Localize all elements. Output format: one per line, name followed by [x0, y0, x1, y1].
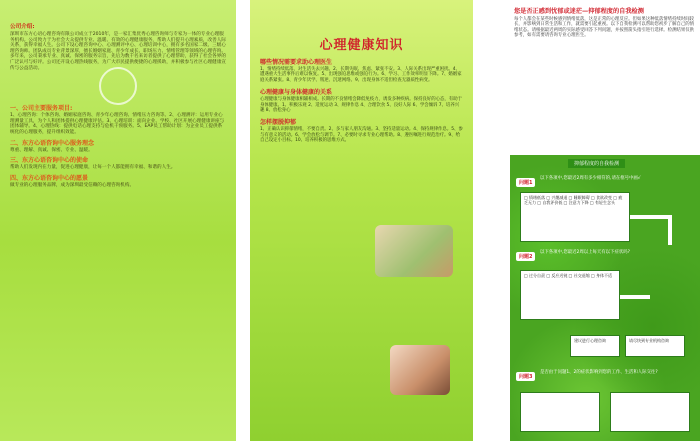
section-title-depression: 怎样摆脱抑郁 [260, 119, 297, 127]
decorative-circle-area [0, 71, 236, 101]
company-intro-panel [0, 0, 236, 441]
panel-title: 心理健康知识 [319, 38, 404, 53]
flow-arrow-2 [668, 215, 672, 245]
depression-self-test-panel [510, 0, 700, 441]
section-text-depression: 1、正确认识抑郁情绪，不要自责。2、多与家人朋友沟通。3、坚持适量运动。4、保持规律作息。5、参与有意义的活动。6、学会放松与调节。7、必要时寻求专业心理帮助。8、遵医嘱进行规范治疗。9、给自己设定小目标。10、培养积极的思维方式。 [260, 127, 463, 144]
question-2-checklist: □ 过分自责 □ 反应迟钝 □ 社交退缩 □ 身体不适 [520, 270, 620, 320]
question-3-box [520, 392, 600, 432]
vision-title: 四、东方心语咨询中心的愿景 [10, 174, 89, 182]
question-1-text: 以下各项中,您最近2周有多少相符的,请在框号中画√ [540, 176, 641, 181]
self-test-intro: 每个人都会在某些时候感到情绪低落，这是正常的心理反应。但如果这种低落情绪持续时间较长，并影响到日常生活和工作，就需要引起重视。以下自我检测可以帮助您初步了解自己的情绪状态。请根据最近两周的实际感受回答下列问题，并按照箭头指引进行选择。检测结果仅供参考，如有需要请咨询专业心理医生。 [514, 17, 695, 39]
flow-arrow-3 [620, 295, 650, 299]
section-text-seek-help: 1、情绪持续低落，对生活失去兴趣。2、长期失眠、焦虑、紧张不安。3、人际关系出现严重困扰。4、遭遇重大生活事件后难以恢复。5、出现强迫思维或强迫行为。6、学习、工作效率明显下降。7、婚姻家庭关系紧张。8、青少年厌学、叛逆、沉迷网络。9、出现身体不适但检查无器质性病变。 [260, 67, 462, 83]
intro-title: 公司介绍: [10, 24, 35, 30]
section-title-seek-help: 哪些情况需要求助心理医生 [260, 59, 333, 66]
result-box-1: 建议进行心理咨询 [570, 335, 620, 357]
mission-text: 帮助人们发现内在力量，促进心理健康，让每一个人都能拥有幸福、和谐的人生。 [10, 165, 176, 171]
woman-photo [390, 345, 450, 395]
question-3-box-2 [610, 392, 690, 432]
question-2-label: 问题2 [516, 252, 535, 261]
question-1-label: 问题1 [516, 178, 535, 187]
intro-text: 深圳市东方心语心理咨询有限公司成立于2010年，是一家汇集优秀心理咨询师与专家为一体的专业心理服务机构。公司致力于为社会大众提供专业、温暖、有效的心理健康服务，帮助人们提升心理素质，改善人际关系，获得幸福人生。公司下设心理咨询中心、心理测评中心、心理培训中心，拥有多名国家二级、三级心理咨询师。团队成员专业背景深厚，擅长婚姻家庭、青少年成长、职场压力、情绪管理等领域的心理咨询。多年来，公司秉承专业、真诚、保密的服务宗旨，先后为数千名来访者提供了心理帮助，获得了社会各界的广泛认可与好评。公司还开设心理热线服务，为广大市民提供便捷的心理援助，并积极参与社区心理健康宣传与公益活动。 [10, 32, 226, 71]
services-title: 一、公司主要服务项目: [10, 105, 73, 113]
flow-arrow-1 [630, 215, 670, 219]
concept-text: 尊重、理解、真诚、保密、专业、温暖。 [10, 147, 93, 153]
services-text: 1、心理咨询：个体咨询、婚姻家庭咨询、青少年心理咨询、情绪压力咨询等。2、心理测评：运用专业心理测量工具，为个人和团体提供心理健康评估。3、心理培训：面向企业、学校、社区开展心理健康讲座与团体辅导。4、心理热线：提供电话心理支持与危机干预服务。5、EAP员工帮助计划：为企业员工提供系统化的心理服务，提升组织效能。 [10, 113, 225, 135]
question-1-checklist: □ 情绪低落 □ 兴趣减退 □ 睡眠障碍 □ 食欲改变 □ 疲乏无力 □ 自我评价低 □ 注意力下降 □ 有轻生念头 [520, 192, 630, 242]
vision-text: 做专业的心理服务品牌，成为深圳最受信赖的心理咨询机构。 [10, 182, 135, 188]
question-3-text: 是否由于问题1、2的症状影响到您的工作、生活和人际交往? [540, 370, 658, 375]
self-test-title: 您是否正感到忧郁或迷茫—抑郁程度的自我检测 [514, 8, 644, 15]
result-box-2: 请尽快到专业机构咨询 [625, 335, 685, 357]
mission-title: 三、东方心语咨询中心的使命 [10, 157, 89, 165]
question-3-label: 问题3 [516, 372, 535, 381]
section-title-body-mind: 心理健康与身体健康的关系 [260, 89, 333, 97]
decorative-circle [99, 67, 137, 105]
grass-title: 抑郁程度的自我检测 [568, 159, 625, 168]
family-photo [375, 225, 453, 277]
mental-health-knowledge-panel [250, 0, 473, 441]
concept-title: 二、东方心语咨询中心服务理念 [10, 139, 95, 147]
question-2-text: 以下各项中,您最近2周以上每天有以下症状吗? [540, 250, 630, 255]
section-text-body-mind: 心理健康与身体健康相辅相成。长期的不良情绪会降低免疫力，诱发多种疾病。保持良好的心态，有助于身体健康。1、积极乐观 2、适度运动 3、规律作息 4、合理饮食 5、良好人际 6、学会倾诉 7、培养兴趣 8、放松身心 [260, 97, 462, 114]
